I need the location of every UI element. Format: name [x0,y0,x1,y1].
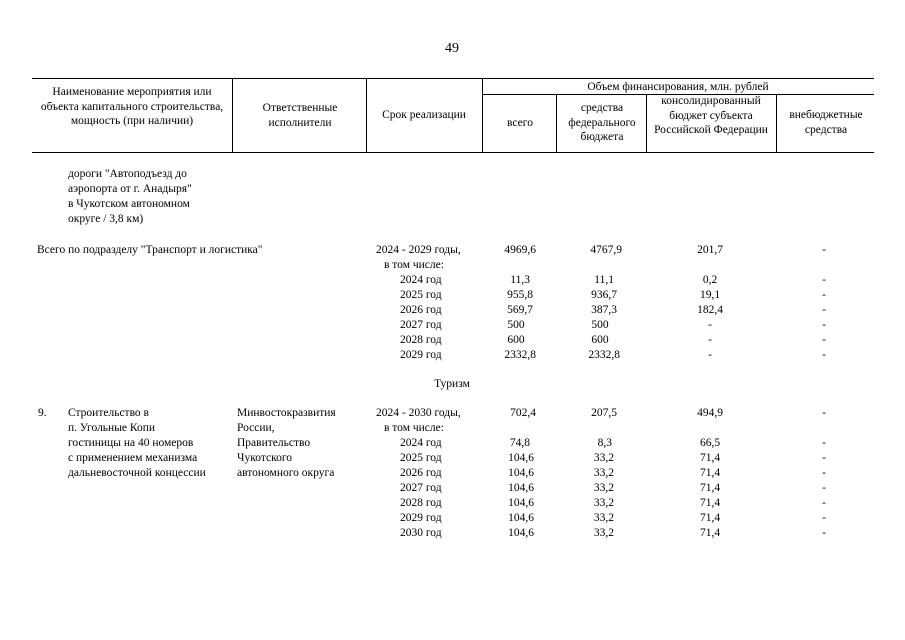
total-cell: 955,8 [507,289,533,301]
federal-cell: 936,7 [591,289,617,301]
year-cell: 2027 год [400,319,442,331]
item-resp-line: автономного округа [237,467,335,479]
item-name-line: с применением механизма [68,452,198,464]
item-resp-line: Минвостокразвития [237,407,336,419]
consolidated-cell: - [708,349,712,361]
year-cell: 2025 год [400,289,442,301]
extra-cell: - [822,437,826,449]
header-col-divider [482,78,483,152]
total-cell: 104,6 [508,527,534,539]
federal-cell: 4767,9 [590,244,622,256]
consolidated-cell: - [708,334,712,346]
item-resp-line: Правительство [237,437,311,449]
extra-cell: - [822,289,826,301]
continuation-line: дороги "Автоподъезд до [68,168,187,180]
page-number: 49 [445,41,459,56]
federal-cell: 33,2 [593,452,614,464]
header-name-col: Наименование мероприятия или объекта капитального строительства, мощность (при наличии) [40,86,224,127]
consolidated-cell: 66,5 [699,437,721,449]
federal-cell: 500 [591,319,609,331]
year-cell: 2025 год [400,452,442,464]
extra-cell: - [822,304,826,316]
total-cell: 104,6 [508,482,534,494]
total-cell: 104,6 [508,452,534,464]
total-cell: 702,4 [510,407,536,419]
year-cell: 2024 - 2029 годы, [376,244,461,256]
header-col-divider [232,78,233,152]
total-cell: 104,6 [508,497,534,509]
federal-cell: 33,2 [593,512,614,524]
header-consolidated: консолидированный бюджет субъекта Российской Федерации [654,95,768,136]
year-cell: 2024 - 2030 годы, [376,407,461,419]
federal-cell: 8,3 [597,437,612,449]
consolidated-cell: 71,4 [699,527,721,539]
year-cell: в том числе: [384,259,444,271]
federal-cell: 207,5 [591,407,617,419]
federal-cell: 2332,8 [588,349,620,361]
extra-cell: - [822,244,826,256]
header-resp-col: Ответственные исполнители [262,102,338,129]
header-col-divider [646,94,647,152]
extra-cell: - [822,467,826,479]
header-term-col: Срок реализации [382,109,466,121]
federal-cell: 33,2 [593,527,614,539]
consolidated-cell: 71,4 [699,512,721,524]
federal-cell: 33,2 [593,467,614,479]
year-cell: 2024 год [400,437,442,449]
consolidated-cell: 19,1 [699,289,721,301]
subtotal-label: Всего по подразделу "Транспорт и логистика" [37,244,263,256]
header-col-divider [366,78,367,152]
continuation-line: аэропорта от г. Анадыря" [68,183,192,195]
header-top-rule [32,78,874,79]
year-cell: 2026 год [400,467,442,479]
extra-cell: - [822,482,826,494]
total-cell: 104,6 [508,467,534,479]
consolidated-cell: 494,9 [697,407,723,419]
extra-cell: - [822,452,826,464]
total-cell: 74,8 [509,437,530,449]
header-funding-group: Объем финансирования, млн. рублей [587,81,769,93]
consolidated-cell: 182,4 [697,304,723,316]
year-cell: 2028 год [400,334,442,346]
total-cell: 4969,6 [504,244,536,256]
item-name-line: гостиницы на 40 номеров [68,437,194,449]
item-resp-line: России, [237,422,275,434]
header-col-divider [556,94,557,152]
extra-cell: - [822,274,826,286]
year-cell: 2024 год [400,274,442,286]
extra-cell: - [822,497,826,509]
total-cell: 11,3 [510,274,530,286]
item-name-line: дальневосточной концессии [68,467,206,479]
extra-cell: - [822,407,826,419]
continuation-line: в Чукотском автономном [68,198,190,210]
extra-cell: - [822,349,826,361]
consolidated-cell: 201,7 [697,244,723,256]
federal-cell: 600 [591,334,609,346]
extra-cell: - [822,334,826,346]
federal-cell: 33,2 [593,482,614,494]
year-cell: 2026 год [400,304,442,316]
header-bottom-rule [32,152,874,153]
year-cell: 2029 год [400,349,442,361]
item-name-line: Строительство в [68,407,149,419]
item-resp-line: Чукотского [237,452,293,464]
consolidated-cell: 71,4 [699,482,721,494]
year-cell: 2027 год [400,482,442,494]
total-cell: 104,6 [508,512,534,524]
extra-cell: - [822,319,826,331]
consolidated-cell: 71,4 [699,452,721,464]
year-cell: 2029 год [400,512,442,524]
consolidated-cell: 0,2 [702,274,718,286]
item-name-line: п. Угольные Копи [68,422,156,434]
total-cell: 569,7 [507,304,533,316]
continuation-line: округе / 3,8 км) [68,213,144,225]
total-cell: 500 [507,319,525,331]
header-federal: средства федерального бюджета [568,102,636,143]
consolidated-cell: 71,4 [699,497,721,509]
item-number: 9. [38,407,47,419]
extra-cell: - [822,512,826,524]
total-cell: 600 [507,334,525,346]
consolidated-cell: - [708,319,712,331]
federal-cell: 33,2 [593,497,614,509]
header-col-divider [776,94,777,152]
header-extra: внебюджетные средства [789,109,863,136]
year-cell: 2030 год [400,527,442,539]
header-total: всего [507,117,533,129]
consolidated-cell: 71,4 [699,467,721,479]
year-cell: в том числе: [384,422,444,434]
total-cell: 2332,8 [504,349,536,361]
federal-cell: 11,1 [594,274,614,286]
year-cell: 2028 год [400,497,442,509]
section-title: Туризм [434,378,470,390]
federal-cell: 387,3 [591,304,617,316]
extra-cell: - [822,527,826,539]
